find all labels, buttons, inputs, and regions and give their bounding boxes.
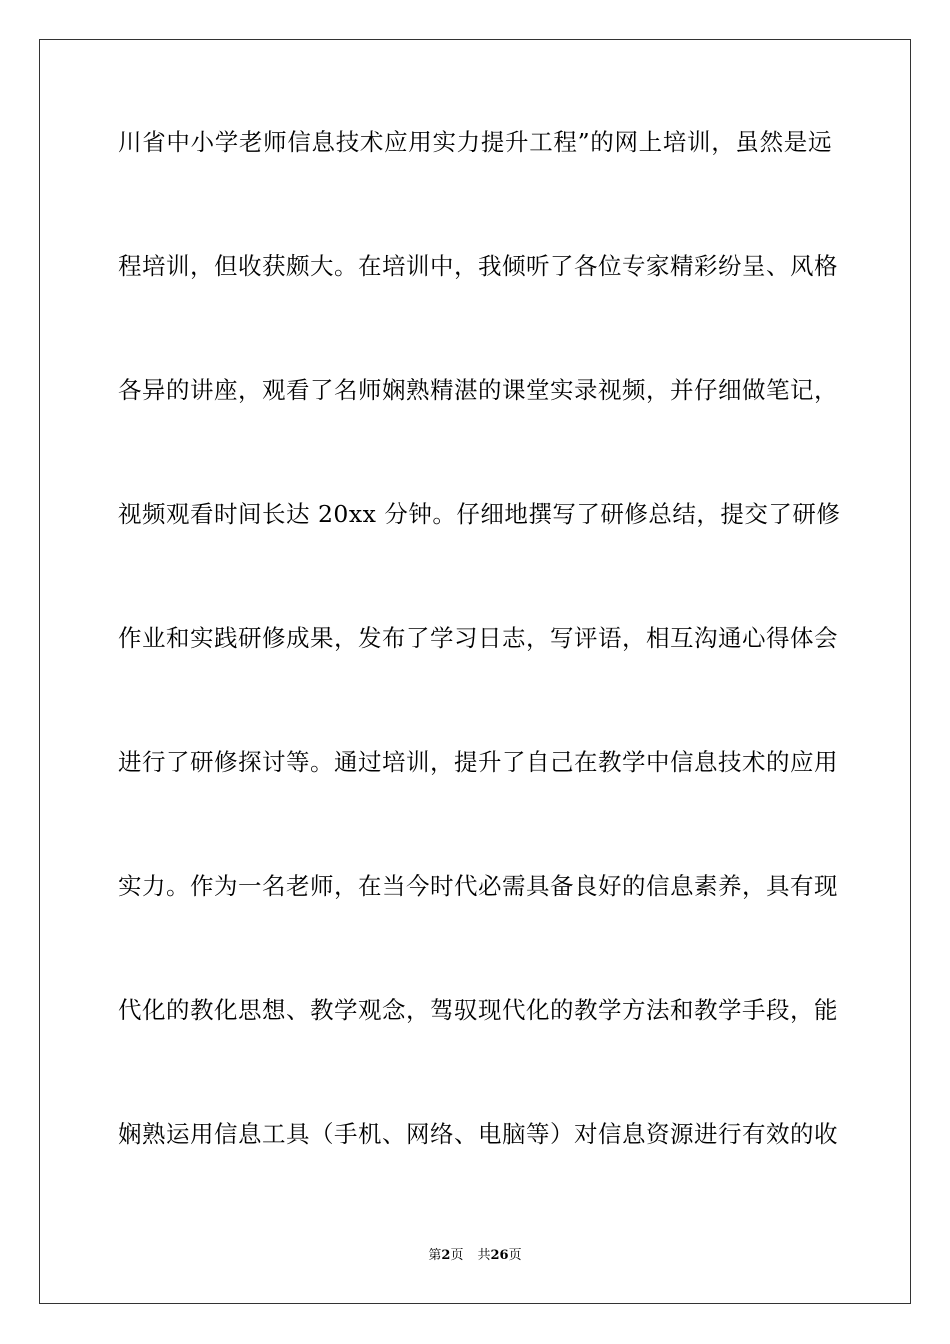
text-line-9: 娴熟运用信息工具（手机、网络、电脑等）对信息资源进行有效的收 (118, 1120, 838, 1148)
text-line-6: 进行了研修探讨等。通过培训，提升了自己在教学中信息技术的应用 (118, 748, 838, 776)
page-prefix: 第 (428, 1248, 442, 1263)
text-line-7: 实力。作为一名老师，在当今时代必需具备良好的信息素养，具有现 (118, 872, 838, 900)
text-line-5: 作业和实践研修成果，发布了学习日志，写评语，相互沟通心得体会 (118, 624, 838, 652)
text-line-2: 程培训，但收获颇大。在培训中，我倾听了各位专家精彩纷呈、风格 (118, 252, 838, 280)
total-suffix: 页 (508, 1248, 522, 1263)
text-line-3: 各异的讲座，观看了名师娴熟精湛的课堂实录视频，并仔细做笔记， (118, 376, 838, 404)
total-prefix: 共 (477, 1248, 491, 1263)
text-line-4: 视频观看时间长达 20xx 分钟。仔细地撰写了研修总结，提交了研修 (118, 500, 841, 528)
document-body (118, 128, 841, 1246)
page-suffix: 页 (450, 1248, 464, 1263)
page-number: 2 (441, 1248, 451, 1263)
text-line-1: 川省中小学老师信息技术应用实力提升工程”的网上培训，虽然是远 (118, 128, 832, 156)
page-footer (0, 1248, 950, 1264)
text-line-8: 代化的教化思想、教学观念，驾驭现代化的教学方法和教学手段，能 (118, 996, 838, 1024)
total-pages: 26 (490, 1248, 509, 1263)
